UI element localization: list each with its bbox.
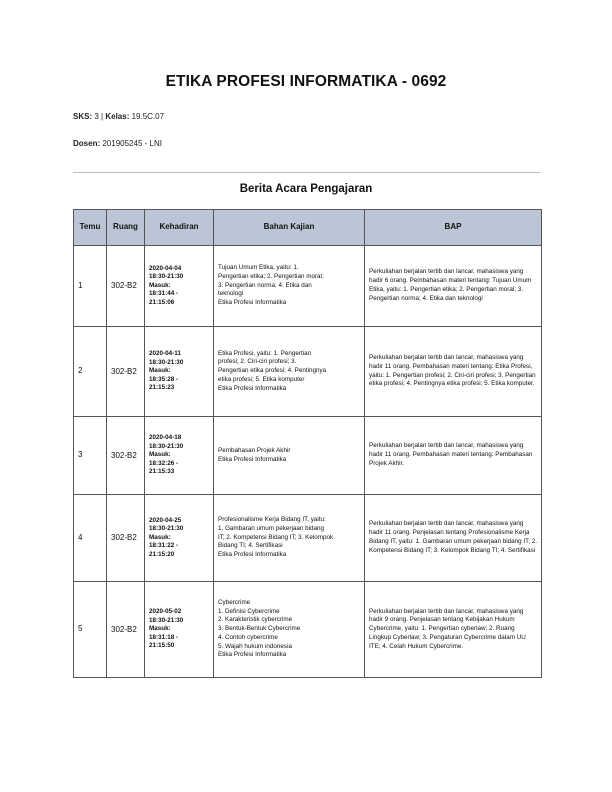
bahan-line: 1. Definisi Cybercrime xyxy=(218,607,280,615)
course-info xyxy=(73,112,164,121)
jadwal: 18:30-21:30 xyxy=(149,442,184,450)
ruang-cell: 302-B2 xyxy=(107,495,145,582)
jam-keluar: 21:15:33 xyxy=(149,468,175,476)
bahan-kajian-cell xyxy=(214,417,365,495)
sks-label: SKS: xyxy=(73,112,93,121)
ruang-cell: 302-B2 xyxy=(107,582,145,678)
temu-cell: 3 xyxy=(74,417,107,495)
bap-text: Perkuliahan berjalan tertib dan lancar, mahasiswa yang hadir 11 orang. Pembahasan materi tentang: Etika Profesi, yaitu: 1. Pengertian profesi; 2. Ciri-ciri profesi; 3. Pengertian etika profesi; 4. Pentingnya etika profesi; 5. Etika komputer. xyxy=(369,353,536,388)
jam-keluar: 21:15:23 xyxy=(149,384,175,392)
bap-cell xyxy=(365,417,542,495)
jam-keluar: 21:15:20 xyxy=(149,550,175,558)
bahan-line: Bidang TI; 4. Sertifikasi xyxy=(218,542,283,550)
bahan-line: 1. Gambaran umum pekerjaan bidang xyxy=(218,524,325,532)
bahan-line: Pengertian etika; 2. Pengertian moral; xyxy=(218,272,324,280)
bahan-line: 5. Wajah hukum indonesia xyxy=(218,642,292,650)
masuk-label: Masuk: xyxy=(149,281,171,289)
jadwal: 18:30-21:30 xyxy=(149,273,184,281)
col-header-bahan-kajian: Bahan Kajian xyxy=(214,210,365,246)
kehadiran-cell xyxy=(145,327,214,417)
page-title: ETIKA PROFESI INFORMATIKA - 0692 xyxy=(165,73,447,90)
kelas-value: 19.5C.07 xyxy=(131,112,165,121)
lecturer-info xyxy=(73,139,162,148)
bahan-kajian-cell xyxy=(214,582,365,678)
table-row xyxy=(74,417,542,495)
bahan-line: Pengertian etika profesi; 4. Pentingnya xyxy=(218,367,327,375)
ruang-cell: 302-B2 xyxy=(107,246,145,327)
bap-text: Perkuliahan berjalan tertib dan lancar, mahasiswa yang hadir 11 orang. Penjelasan tentang Profesionalisme Kerja Bidang IT, yaitu: 1. Gambaran umum pekerjaan bidang IT; 2. Kompetensi Bidang IT; 3. Kelompok Bidang TI; 4. Sertifikasi xyxy=(369,520,538,554)
jam-masuk: 18:31:22 - xyxy=(149,542,179,550)
bahan-line: Etika Profesi Informatika xyxy=(218,384,287,392)
kehadiran-cell xyxy=(145,582,214,678)
kelas-label: Kelas: xyxy=(105,112,130,121)
jam-keluar: 21:15:50 xyxy=(149,642,175,650)
bap-text: Perkuliahan berjalan tertib dan lancar, mahasiswa yang hadir 9 orang. Penjelasan tentang Kebijakan Hukum Cybercrime, yaitu: 1. Pengertian cyberlaw; 2. Ruang Lingkup Cyberlaw; 3. Pengaturan Cybercrime dalam UU ITE; 4. Celah Hukum Cybercrime. xyxy=(369,607,526,650)
table-row xyxy=(74,495,542,582)
bap-cell xyxy=(365,495,542,582)
bap-text: Perkuliahan berjalan tertib dan lancar, mahasiswa yang hadir 11 orang. Pembahasan materi tentang: Pembahasan Projek Akhir. xyxy=(369,442,533,467)
col-header-ruang: Ruang xyxy=(107,210,145,246)
bahan-line: 2. Karakteristik cybercrime xyxy=(218,616,293,624)
jam-masuk: 18:32:26 - xyxy=(149,459,179,467)
divider xyxy=(73,172,540,173)
jadwal: 18:30-21:30 xyxy=(149,525,184,533)
sks-value: 3 | xyxy=(94,112,104,121)
bahan-line: IT; 2. Kompetensi Bidang IT; 3. Kelompok xyxy=(218,533,334,541)
bap-cell xyxy=(365,327,542,417)
bahan-line: Etika Profesi Informatika xyxy=(218,551,287,559)
jam-masuk: 18:35:28 - xyxy=(149,375,179,383)
bap-table xyxy=(73,209,542,678)
temu-cell: 2 xyxy=(74,327,107,417)
table-row xyxy=(74,246,542,327)
bahan-kajian-cell xyxy=(214,495,365,582)
col-header-temu: Temu xyxy=(74,210,107,246)
jam-masuk: 18:31:18 - xyxy=(149,633,179,641)
ruang-cell: 302-B2 xyxy=(107,327,145,417)
bahan-line: Etika Profesi Informatika xyxy=(218,651,287,659)
table-header-row xyxy=(74,210,542,246)
dosen-value: 201905245 - LNI xyxy=(102,139,162,148)
bahan-line: Pembahasan Projek Akhir xyxy=(218,446,291,454)
table-row xyxy=(74,327,542,417)
bahan-line: Cybercrime xyxy=(218,598,251,606)
masuk-label: Masuk: xyxy=(149,625,171,633)
temu-cell: 4 xyxy=(74,495,107,582)
bap-cell xyxy=(365,582,542,678)
bahan-line: etika profesi; 5. Etika komputer xyxy=(218,375,305,383)
tanggal: 2020-04-04 xyxy=(149,264,182,272)
bahan-line: profesi; 2. Ciri-ciri profesi; 3. xyxy=(218,358,297,366)
col-header-bap: BAP xyxy=(365,210,542,246)
jam-masuk: 18:31:44 - xyxy=(149,290,179,298)
ruang-cell: 302-B2 xyxy=(107,417,145,495)
kehadiran-cell xyxy=(145,417,214,495)
jadwal: 18:30-21:30 xyxy=(149,358,184,366)
bahan-line: 3. Pengertian norma; 4. Etika dan xyxy=(218,281,312,289)
dosen-label: Dosen: xyxy=(73,139,101,148)
masuk-label: Masuk: xyxy=(149,533,171,541)
jam-keluar: 21:15:06 xyxy=(149,298,175,306)
jadwal: 18:30-21:30 xyxy=(149,616,184,624)
tanggal: 2020-05-02 xyxy=(149,608,182,616)
tanggal: 2020-04-18 xyxy=(149,434,182,442)
masuk-label: Masuk: xyxy=(149,367,171,375)
masuk-label: Masuk: xyxy=(149,451,171,459)
kehadiran-cell xyxy=(145,495,214,582)
bahan-kajian-cell xyxy=(214,327,365,417)
table-row xyxy=(74,582,542,678)
bap-text: Perkuliahan berjalan tertib dan lancar, mahasiswa yang hadir 6 orang. Pembahasan materi tentang: Tujuan Umum Etika, yaitu: 1. Pengertian etika; 2. Pengertian moral; 3. Pengertian norma; 4. Etika dan teknologi xyxy=(369,268,532,302)
kehadiran-cell xyxy=(145,246,214,327)
bahan-line: 4. Contoh cybercrime xyxy=(218,633,278,641)
bahan-line: Etika Profesi Informatika xyxy=(218,455,287,463)
bahan-line: Etika Profesi, yaitu: 1. Pengertian xyxy=(218,349,312,357)
bahan-line: Tujuan Umum Etika, yaitu: 1. xyxy=(218,264,299,271)
bahan-line: teknologi xyxy=(218,290,244,298)
bahan-line: 3. Bentuk-Bentuk Cybercrime xyxy=(218,625,301,633)
bahan-line: Profesionalisme Kerja Bidang IT, yaitu: xyxy=(218,516,326,523)
temu-cell: 1 xyxy=(74,246,107,327)
section-title: Berita Acara Pengajaran xyxy=(239,183,373,195)
bap-cell xyxy=(365,246,542,327)
bahan-line: Etika Profesi Informatika xyxy=(218,299,287,307)
tanggal: 2020-04-25 xyxy=(149,516,182,524)
bahan-kajian-cell xyxy=(214,246,365,327)
temu-cell: 5 xyxy=(74,582,107,678)
tanggal: 2020-04-11 xyxy=(149,350,181,358)
col-header-kehadiran: Kehadiran xyxy=(145,210,214,246)
